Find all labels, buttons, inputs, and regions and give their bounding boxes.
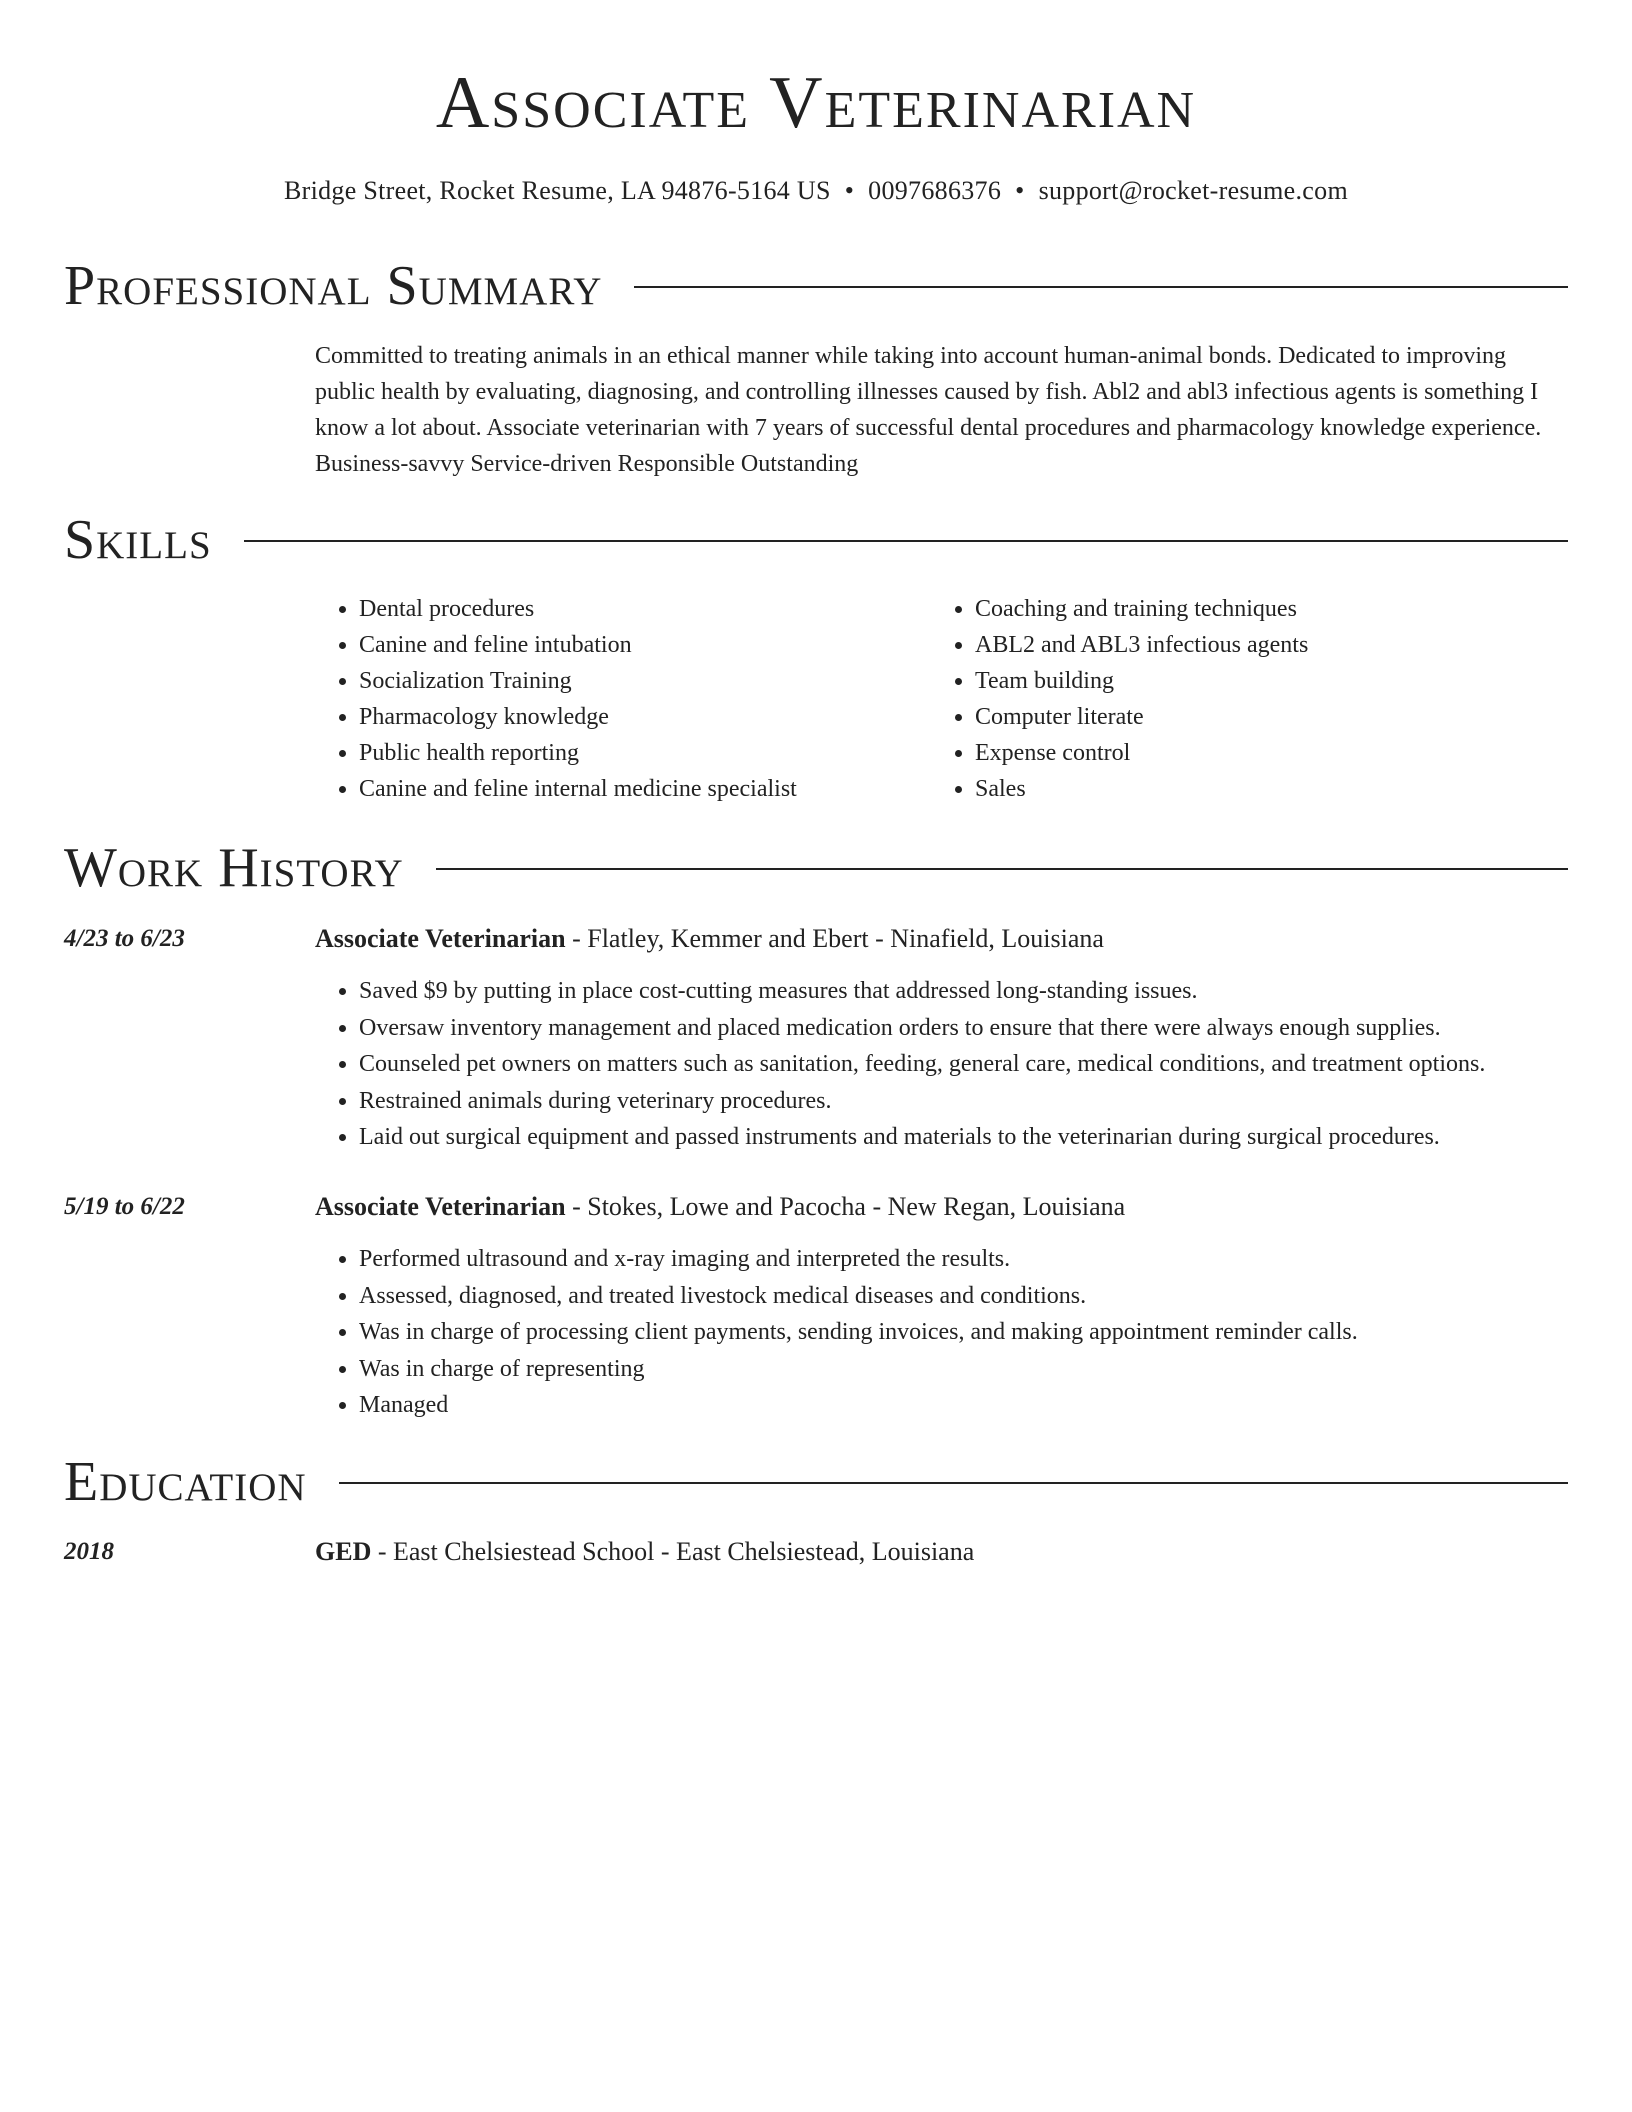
contact-email: support@rocket-resume.com	[1038, 176, 1348, 205]
skill-item: • ABL2 and ABL3 infectious agents	[975, 627, 1547, 663]
job-bullets	[315, 973, 1568, 1156]
skill-item: • Pharmacology knowledge	[359, 699, 931, 735]
skills-section-title: Skills	[64, 509, 212, 571]
job-bullet: • Managed	[359, 1387, 1568, 1424]
education-section-header	[64, 1450, 1568, 1514]
skill-item: • Canine and feline internal medicine specialist	[359, 771, 931, 807]
job-bullet: • Performed ultrasound and x-ray imaging and interpreted the results.	[359, 1241, 1568, 1278]
skill-item: • Socialization Training	[359, 663, 931, 699]
job-bullet: • Counseled pet owners on matters such as sanitation, feeding, general care, medical conditions, and treatment options.	[359, 1046, 1568, 1083]
job-bullet: • Oversaw inventory management and placed medication orders to ensure that there were always enough supplies.	[359, 1010, 1568, 1047]
skill-item: • Team building	[975, 663, 1547, 699]
contact-separator: •	[1015, 176, 1025, 205]
contact-line	[64, 173, 1568, 209]
job-bullet: • Saved $9 by putting in place cost-cutting measures that addressed long-standing issues.	[359, 973, 1568, 1010]
skill-item: • Sales	[975, 771, 1547, 807]
skill-item: • Computer literate	[975, 699, 1547, 735]
skill-item: • Public health reporting	[359, 735, 931, 771]
job-title: Associate Veterinarian	[315, 924, 566, 953]
job-bullets	[315, 1241, 1568, 1424]
job-bullet: • Was in charge of representing	[359, 1351, 1568, 1388]
job-bullet: • Laid out surgical equipment and passed instruments and materials to the veterinarian during surgical procedures.	[359, 1119, 1568, 1156]
work-section-title: Work History	[64, 837, 404, 899]
job-title: Associate Veterinarian	[315, 1192, 566, 1221]
job-bullet: • Restrained animals during veterinary procedures.	[359, 1083, 1568, 1120]
section-divider	[339, 1482, 1568, 1484]
education-degree: GED	[315, 1537, 372, 1566]
contact-phone: 0097686376	[868, 176, 1002, 205]
work-section-header	[64, 836, 1568, 900]
candidate-name: Associate Veterinarian	[435, 62, 1197, 144]
job-employer: - Stokes, Lowe and Pacocha - New Regan, Louisiana	[565, 1192, 1126, 1221]
skill-item: • Canine and feline intubation	[359, 627, 931, 663]
skills-list	[315, 591, 1568, 807]
education-section-title: Education	[64, 1451, 307, 1513]
job-bullet: • Assessed, diagnosed, and treated livestock medical diseases and conditions.	[359, 1278, 1568, 1315]
job-bullet: • Was in charge of processing client payments, sending invoices, and making appointment reminder calls.	[359, 1314, 1568, 1351]
job-dates: 5/19 to 6/22	[64, 1193, 185, 1220]
skills-column-right	[931, 591, 1547, 807]
education-school: - East Chelsiestead School - East Chelsiestead, Louisiana	[371, 1537, 975, 1566]
contact-separator: •	[844, 176, 855, 205]
job-heading	[315, 1189, 1125, 1225]
summary-section-title: Professional Summary	[64, 255, 603, 317]
section-divider	[436, 868, 1568, 870]
skill-item: • Expense control	[975, 735, 1547, 771]
job-employer: - Flatley, Kemmer and Ebert - Ninafield, Louisiana	[565, 924, 1104, 953]
contact-address: Bridge Street, Rocket Resume, LA 94876-5164 US	[284, 176, 831, 205]
summary-section-header	[64, 254, 1568, 318]
skills-section-header	[64, 508, 1568, 572]
summary-text: Committed to treating animals in an ethical manner while taking into account human-animal bonds. Dedicated to improving public health by evaluating, diagnosing, and controlling illnesses caused by fish. Abl2 and abl3 infectious agents is something I know a lot about. Associate veterinarian with 7 years of successful dental procedures and pharmacology knowledge experience. Business-savvy Service-driven Responsible Outstanding	[315, 343, 1542, 477]
section-divider	[244, 540, 1568, 542]
skills-column-left	[315, 591, 931, 807]
job-dates: 4/23 to 6/23	[64, 925, 185, 952]
skill-item: • Coaching and training techniques	[975, 591, 1547, 627]
education-year: 2018	[64, 1538, 114, 1565]
job-heading	[315, 921, 1104, 957]
skill-item: • Dental procedures	[359, 591, 931, 627]
section-divider	[634, 286, 1568, 288]
education-entry	[315, 1534, 974, 1570]
